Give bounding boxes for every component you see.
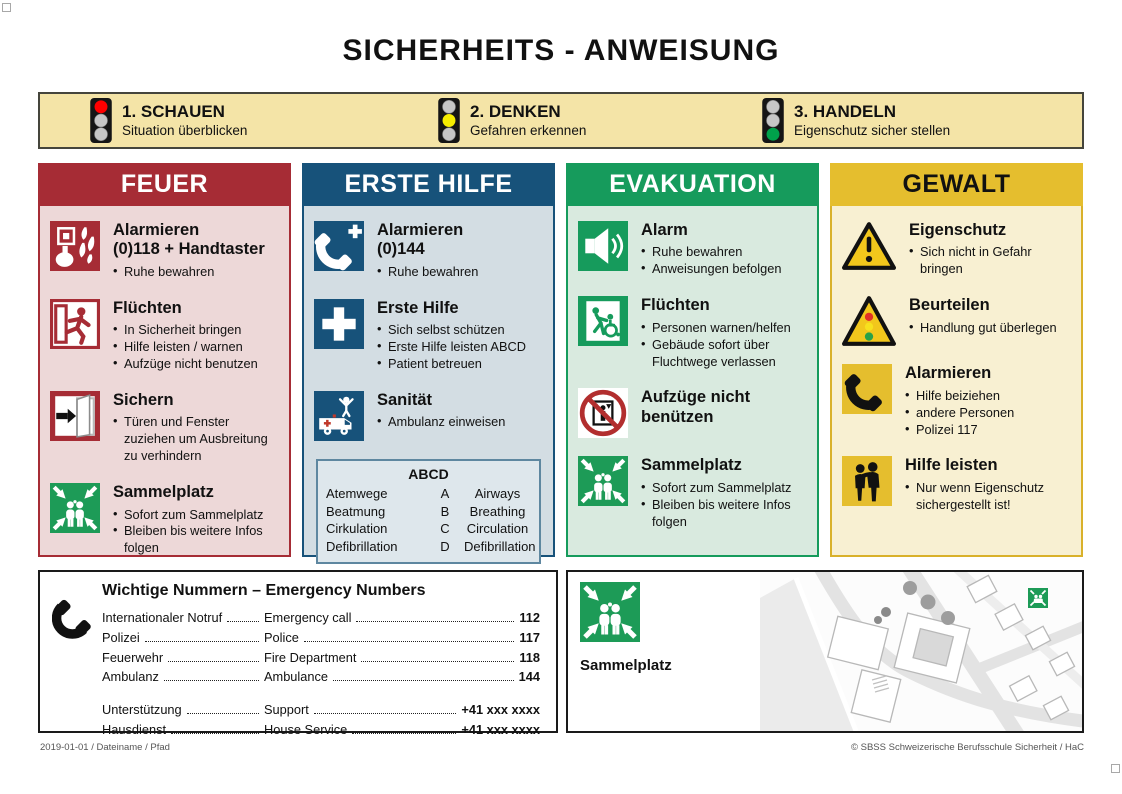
ambulance-icon [314, 391, 364, 441]
item-evak-alarm [578, 221, 809, 278]
bullet: • Bleiben bis weitere Infos folgen [641, 497, 809, 531]
bullet: • Ambulanz einweisen [377, 414, 505, 431]
help-people-icon [842, 456, 892, 506]
item-feuer-sichern [50, 391, 281, 465]
item-feuer-fluechten [50, 299, 281, 373]
item-gewalt-beurteilen [842, 296, 1073, 346]
item-gewalt-hilfe-leisten [842, 456, 1073, 513]
column-evakuation [566, 163, 819, 557]
item-title: Flüchten [641, 296, 710, 315]
step-handeln [762, 94, 950, 147]
abcd-title: ABCD [408, 465, 449, 482]
item-title: Sammelplatz [641, 456, 742, 475]
bullet: • Hilfe leisten / warnen [113, 339, 258, 356]
column-erste-hilfe-title: ERSTE HILFE [302, 163, 555, 206]
step-desc: Gefahren erkennen [470, 122, 587, 138]
item-subtitle: (0)118 + Handtaster [113, 240, 265, 259]
category-columns [38, 163, 1083, 557]
item-title: Alarmieren [113, 221, 200, 239]
no-elevator-icon [578, 388, 628, 438]
fire-door-icon [50, 391, 100, 441]
traffic-light-red-icon [90, 98, 112, 143]
abcd-row: Defibrillation D Defibrillation [326, 538, 536, 554]
fire-alarm-icon [50, 221, 100, 271]
warning-triangle-icon [842, 221, 896, 271]
phone-icon [52, 585, 98, 643]
step-schauen [90, 94, 247, 147]
warning-trafficlight-icon [842, 296, 896, 346]
traffic-light-green-icon [762, 98, 784, 143]
bullet: • Sofort zum Sammelplatz [641, 480, 809, 497]
item-gewalt-alarmieren [842, 364, 1073, 438]
item-title: Flüchten [113, 298, 182, 317]
item-gewalt-eigenschutz [842, 221, 1073, 278]
sammelplatz-label: Sammelplatz [580, 657, 672, 674]
item-title: Sichern [113, 390, 174, 409]
item-title: Beurteilen [909, 296, 990, 315]
step-denken [438, 94, 586, 147]
item-feuer-alarmieren [50, 221, 281, 281]
bullet: • Handlung gut überlegen [909, 320, 1057, 337]
phone-cross-icon [314, 221, 364, 271]
bullet: • Gebäude sofort über Fluchtwege verlassen [641, 337, 809, 371]
item-title: Alarm [641, 221, 688, 239]
selection-handle-bottom-right[interactable] [1111, 764, 1120, 773]
step-label: 2. DENKEN [470, 101, 561, 121]
steps-bar [38, 92, 1084, 149]
site-map [760, 572, 1082, 731]
step-label: 1. SCHAUEN [122, 101, 225, 121]
emergency-numbers-box [38, 570, 558, 738]
bullet: • Erste Hilfe leisten ABCD [377, 339, 526, 356]
bullet: • Nur wenn Eigenschutz sichergestellt ist! [905, 480, 1073, 514]
footer-copyright: © SBSS Schweizerische Berufsschule Sicherheit / HaC [851, 742, 1084, 753]
item-title: Sanität [377, 390, 433, 409]
bullet: • andere Personen [905, 405, 1014, 422]
number-row: Ambulanz Ambulance 144 [102, 669, 540, 685]
abcd-row: Beatmung B Breathing [326, 503, 526, 519]
column-gewalt [830, 163, 1083, 557]
phone-black-icon [842, 364, 892, 414]
item-title: Hilfe leisten [905, 456, 998, 475]
speaker-icon [578, 221, 628, 271]
bullet: • Bleiben bis weitere Infos folgen [113, 523, 281, 557]
step-desc: Situation überblicken [122, 122, 248, 138]
bullet: • Aufzüge nicht benutzen [113, 356, 258, 373]
item-title: Alarmieren [377, 221, 464, 239]
page-title: SICHERHEITS - ANWEISUNG [342, 34, 780, 67]
item-title: Eigenschutz [909, 221, 1007, 239]
selection-handle-top-left[interactable] [2, 3, 11, 12]
bullet: • Türen und Fenster zuziehen um Ausbreitung zu verhindern [113, 414, 281, 465]
bullet: • Sich selbst schützen [377, 322, 526, 339]
footer-file-info: 2019-01-01 / Dateiname / Pfad [40, 742, 170, 753]
bullet: • Patient betreuen [377, 356, 526, 373]
bullet: • Polizei 117 [905, 422, 1014, 439]
assembly-point-icon [578, 456, 628, 506]
bullet: • Sich nicht in Gefahr bringen [909, 244, 1073, 278]
assembly-point-icon [580, 582, 640, 642]
item-eh-erste-hilfe [314, 299, 545, 373]
column-gewalt-title: GEWALT [830, 163, 1083, 206]
item-evak-sammelplatz [578, 456, 809, 530]
bullet: • Sofort zum Sammelplatz [113, 507, 281, 524]
item-title: Aufzüge nicht benützen [641, 388, 751, 426]
assembly-point-icon [50, 483, 100, 533]
item-evak-aufzuege [578, 388, 809, 438]
number-row: Polizei Police 117 [102, 629, 540, 645]
step-label: 3. HANDELN [794, 101, 897, 121]
number-row: Internationaler Notruf Emergency call 112 [102, 610, 540, 625]
item-eh-sanitaet [314, 391, 545, 441]
evacuation-exit-icon [578, 296, 628, 346]
bullet: • Personen warnen/helfen [641, 320, 809, 337]
column-feuer [38, 163, 291, 557]
bullet: • In Sicherheit bringen [113, 322, 258, 339]
item-feuer-sammelplatz [50, 483, 281, 557]
traffic-light-yellow-icon [438, 98, 460, 143]
first-aid-cross-icon [314, 299, 364, 349]
step-desc: Eigenschutz sicher stellen [794, 122, 951, 138]
abcd-row: Cirkulation C Circulation [326, 521, 529, 537]
bullet: • Ruhe bewahren [377, 264, 478, 281]
item-subtitle: (0)144 [377, 240, 425, 259]
column-evakuation-title: EVAKUATION [566, 163, 819, 206]
abcd-box [316, 459, 541, 564]
number-row: Hausdienst House Service +41 xxx xxxx [102, 722, 540, 738]
number-row: Feuerwehr Fire Department 118 [102, 649, 540, 665]
item-evak-fluechten [578, 296, 809, 370]
numbers-title: Wichtige Nummern – Emergency Numbers [102, 582, 426, 599]
bullet: • Hilfe beiziehen [905, 388, 1014, 405]
bullet: • Ruhe bewahren [641, 244, 782, 261]
sammelplatz-box [566, 570, 1084, 733]
item-title: Sammelplatz [113, 483, 214, 502]
item-eh-alarmieren [314, 221, 545, 281]
abcd-row: Atemwege A Airways [326, 485, 521, 501]
item-title: Alarmieren [905, 364, 992, 383]
column-feuer-title: FEUER [38, 163, 291, 206]
bullet: • Anweisungen befolgen [641, 261, 782, 278]
map-assembly-marker [1028, 588, 1048, 608]
bullet: • Ruhe bewahren [113, 264, 265, 281]
item-title: Erste Hilfe [377, 298, 459, 317]
fire-exit-icon [50, 299, 100, 349]
number-row: Unterstützung Support +41 xxx xxxx [102, 702, 540, 718]
column-erste-hilfe [302, 163, 555, 557]
